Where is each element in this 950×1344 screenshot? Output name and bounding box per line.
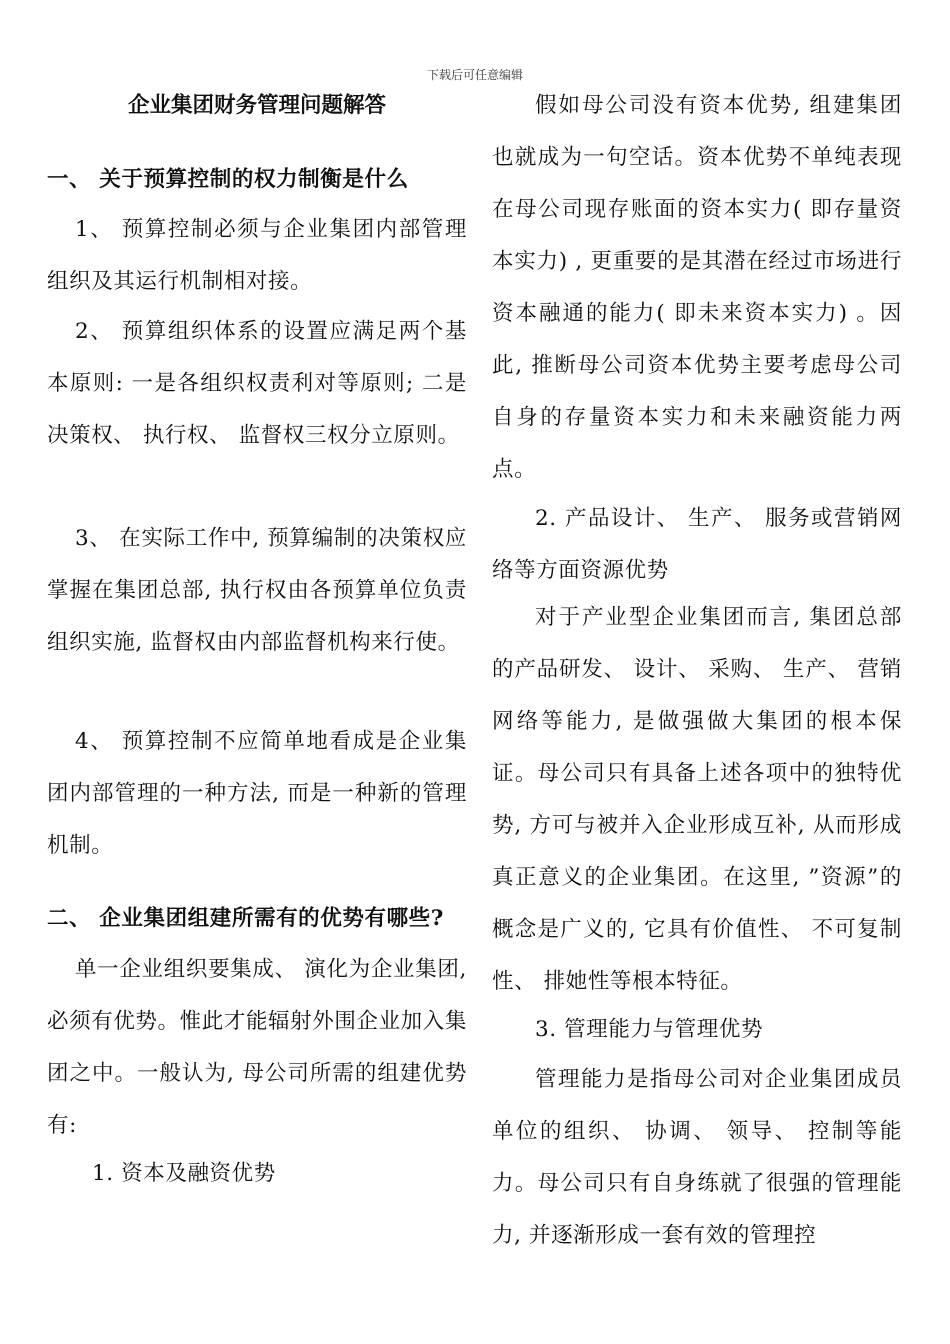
paragraph: 2、 预算组织体系的设置应满足两个基本原则: 一是各组织权责利对等原则; 二是决策权、 执行权、 监督权三权分立原则。	[47, 319, 467, 448]
subheading: 2. 产品设计、 生产、 服务或营销网络等方面资源优势	[492, 506, 902, 583]
paragraph: 假如母公司没有资本优势, 组建集团也就成为一句空话。资本优势不单纯表现在母公司现存账面的资本实力( 即存量资本实力) , 更重要的是其潜在经过市场进行资本融通的能力( 即未来资本实力) 。因此, 推断母公司资本优势主要考虑母公司自身的存量资本实力和未来融资能力两点。	[492, 93, 902, 482]
subheading: 1. 资本及融资优势	[92, 1161, 276, 1186]
paragraph: 1、 预算控制必须与企业集团内部管理组织及其运行机制相对接。	[47, 217, 467, 294]
paragraph: 4、 预算控制不应简单地看成是企业集团内部管理的一种方法, 而是一种新的管理机制。	[47, 729, 467, 858]
section-heading-1: 一、 关于预算控制的权力制衡是什么	[47, 167, 409, 192]
subheading: 3. 管理能力与管理优势	[535, 1017, 764, 1042]
paragraph: 单一企业组织要集成、 演化为企业集团, 必须有优势。惟此才能辐射外围企业加入集团之中。一般认为, 母公司所需的组建优势有:	[47, 957, 467, 1138]
section-heading-2: 二、 企业集团组建所需有的优势有哪些?	[47, 906, 444, 931]
paragraph: 管理能力是指母公司对企业集团成员单位的组织、 协调、 领导、 控制等能力。母公司只有自身练就了很强的管理能力, 并逐渐形成一套有效的管理控	[492, 1067, 902, 1248]
paragraph: 3、 在实际工作中, 预算编制的决策权应掌握在集团总部, 执行权由各预算单位负责组织实施, 监督权由内部监督机构来行使。	[47, 526, 467, 655]
paragraph: 对于产业型企业集团而言, 集团总部的产品研发、 设计、 采购、 生产、 营销网络等能力, 是做强做大集团的根本保证。母公司只有具备上述各项中的独特优势, 方可与被并入企业形成互补, 从而形成真正意义的企业集团。在这里, ”资源”的概念是广义的, 它具有价值性、 不可复制性、 排她性等根本特征。	[492, 605, 902, 994]
header-note: 下载后可任意编辑	[426, 68, 523, 82]
document-title: 企业集团财务管理问题解答	[127, 93, 386, 118]
